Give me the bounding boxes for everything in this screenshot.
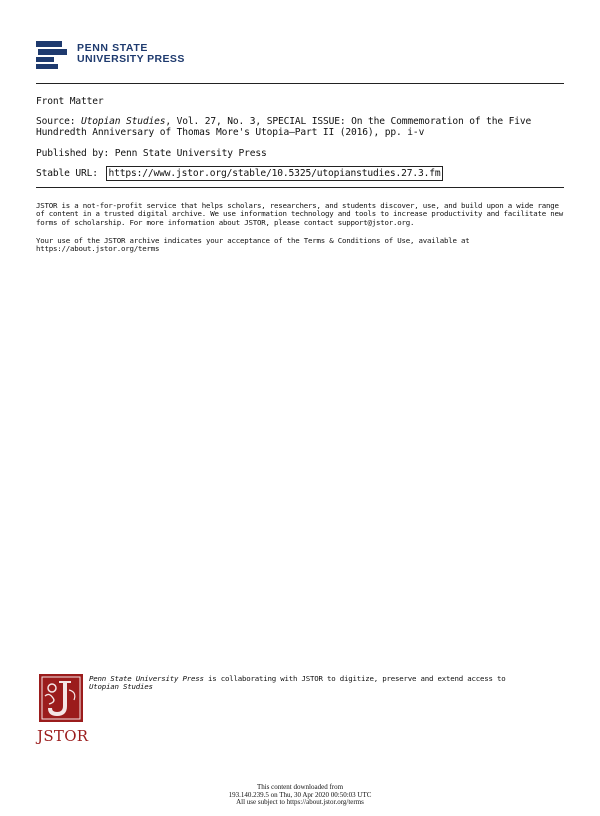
source-label: Source: [36, 116, 76, 127]
collab-publisher: Penn State University Press [89, 674, 204, 683]
collab-text: is collaborating with JSTOR to digitize, preserve and extend access to [203, 674, 506, 683]
stable-url-row [36, 166, 564, 181]
publisher-logo [36, 41, 236, 71]
collab-journal: Utopian Studies [89, 682, 153, 692]
download-line1: This content downloaded from [256, 783, 344, 791]
collaboration-statement [89, 675, 559, 692]
publisher-logo-line2: UNIVERSITY PRESS [77, 53, 185, 65]
source-details: , Vol. 27, No. 3, SPECIAL ISSUE: On the Commemoration of the Five Hundredth Anniversary of Thomas More's Utopia—Part II (2016), pp. i-v [36, 116, 532, 138]
jstor-notice-paragraph: JSTOR is a not-for-profit service that helps scholars, researchers, and students discover, use, and build upon a wide range of content in a trusted digital archive. We use information technology and tools to increase productivity and facilitate new forms of scholarship. For more information about JSTOR, please contact support@jstor.org. [36, 201, 563, 227]
download-line3: All use subject to https://about.jstor.org/terms [236, 798, 364, 807]
source-citation [36, 116, 564, 138]
terms-notice-paragraph: Your use of the JSTOR archive indicates your acceptance of the Terms & Conditions of Use, available at https://about.jstor.org/terms [36, 236, 470, 254]
publisher-logo-line1: PENN STATE [77, 42, 148, 54]
jstor-wordmark: JSTOR [37, 727, 89, 745]
document-title: Front Matter [36, 96, 104, 107]
stable-url-label: Stable URL: [36, 168, 98, 179]
penn-state-logo-mark [36, 41, 67, 69]
stable-url-link[interactable]: https://www.jstor.org/stable/10.5325/utopianstudies.27.3.fm [106, 166, 444, 181]
download-line2: 193.140.239.5 on Thu, 30 Apr 2020 00:50:03 UTC [228, 790, 372, 799]
published-by: Published by: Penn State University Press [36, 148, 267, 159]
middle-divider [36, 187, 564, 188]
download-info [0, 784, 600, 807]
jstor-seal-icon [39, 674, 83, 722]
source-journal: Utopian Studies [81, 116, 166, 127]
top-divider [36, 83, 564, 84]
